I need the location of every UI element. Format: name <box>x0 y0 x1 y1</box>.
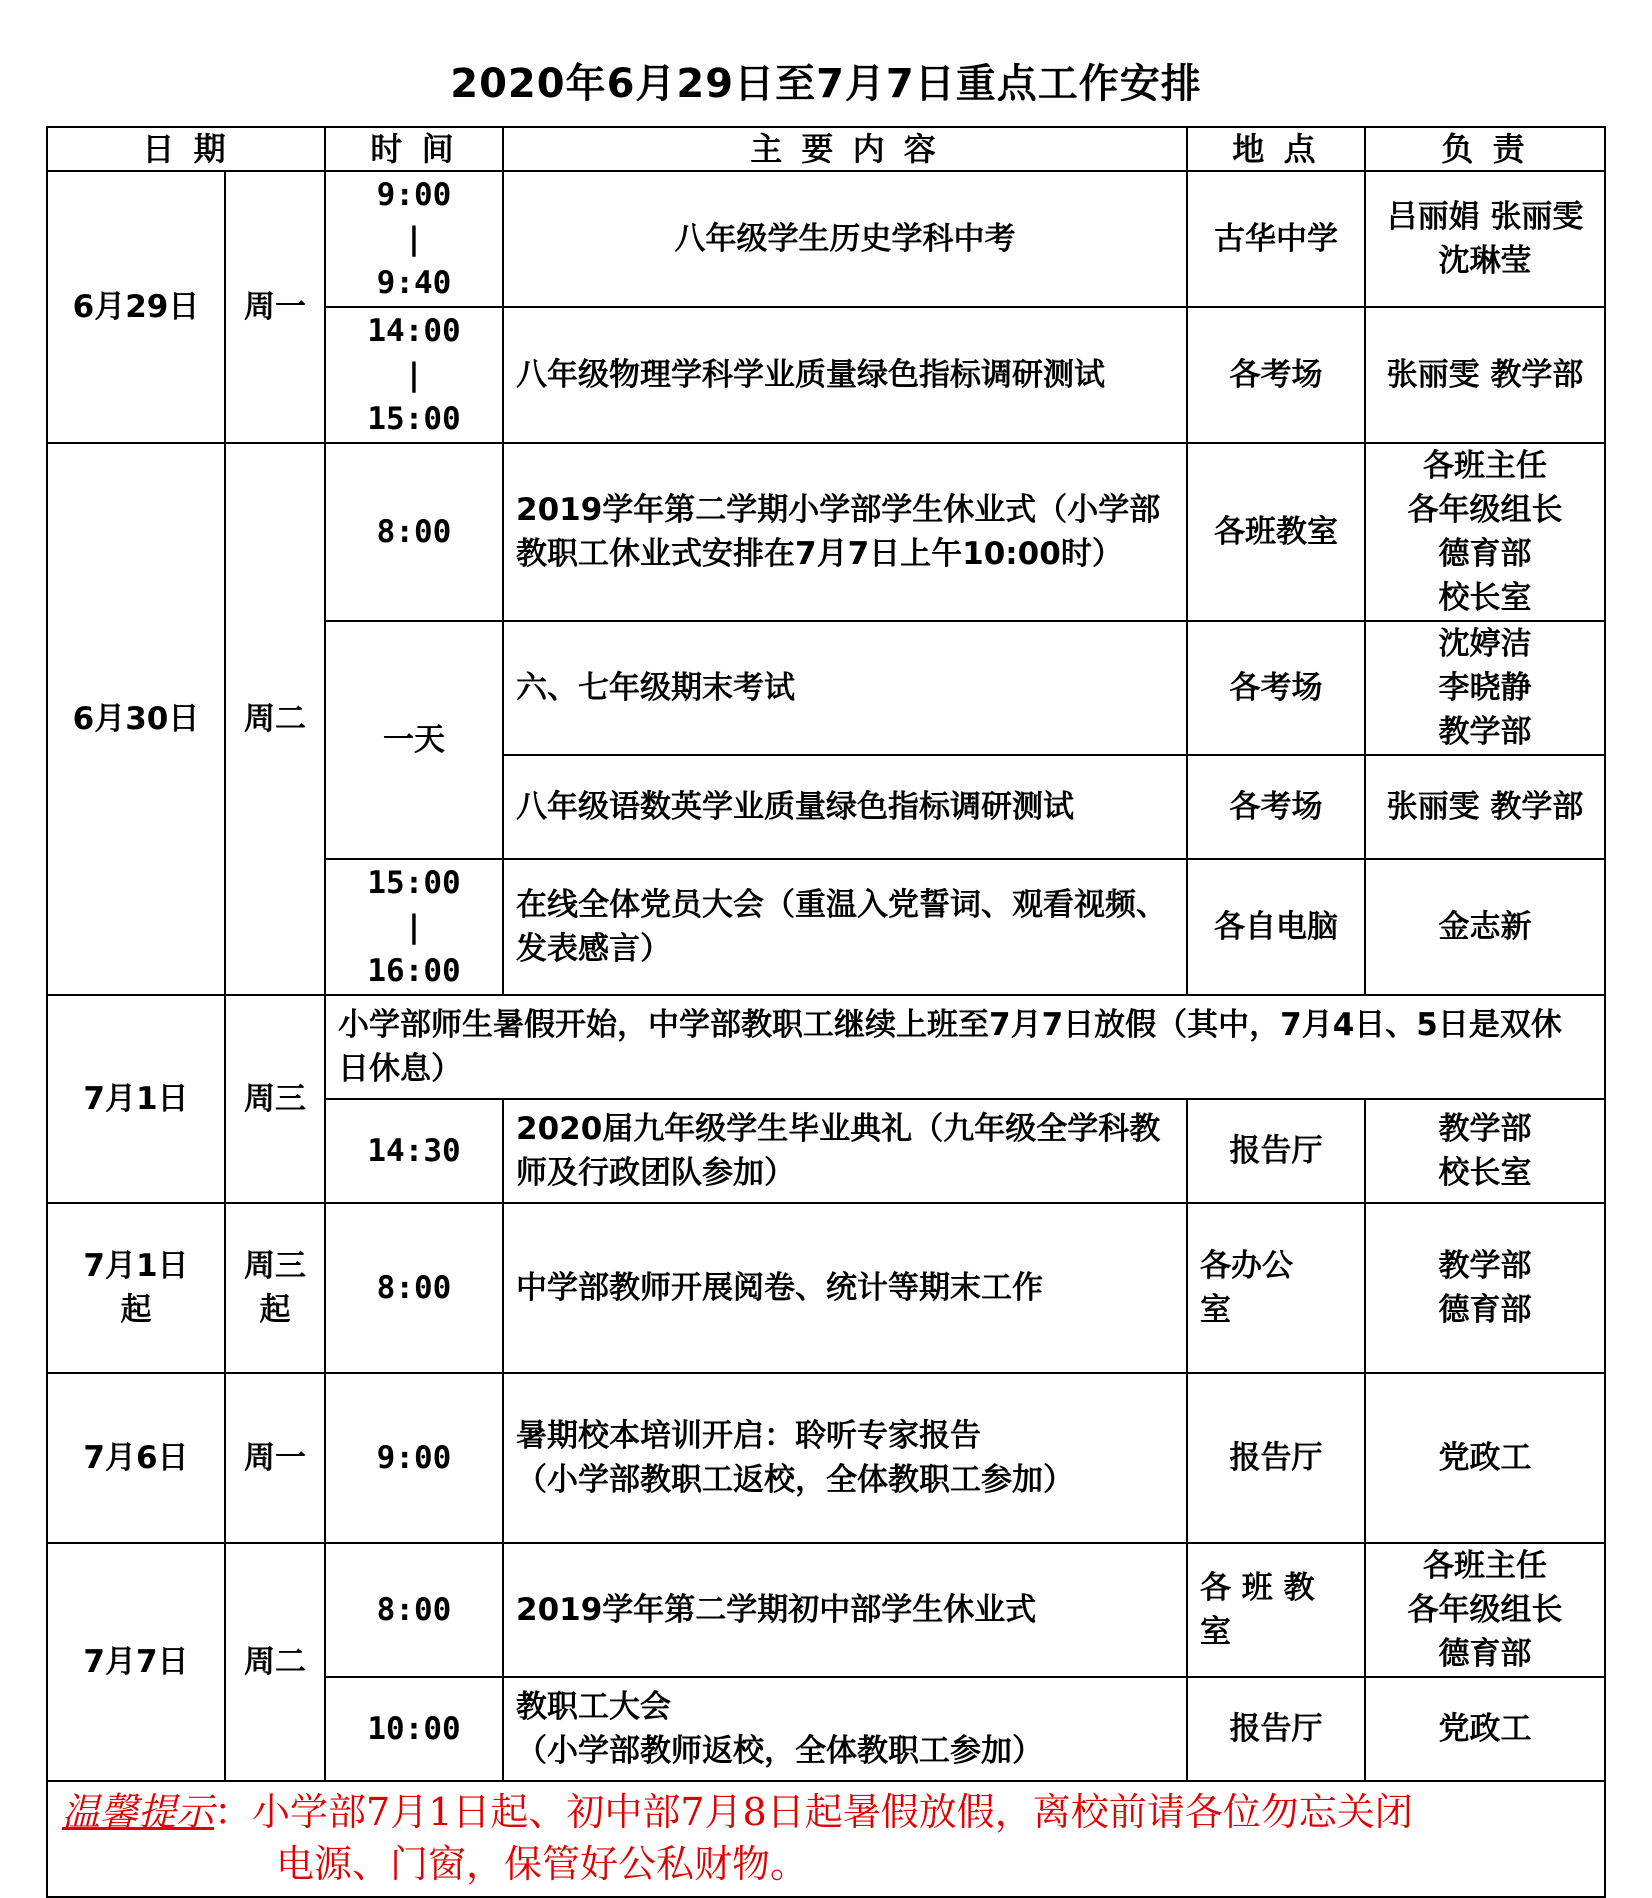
date-cell: 7月6日 <box>47 1373 225 1543</box>
date-cell: 7月7日 <box>47 1543 225 1781</box>
date-cell: 7月1日 <box>47 995 225 1203</box>
owner-cell: 吕丽娟 张丽雯 沈琳莹 <box>1365 171 1605 307</box>
time-cell: 8:00 <box>325 443 503 621</box>
owner-cell: 各班主任 各年级组长 德育部 校长室 <box>1365 443 1605 621</box>
place-cell: 各自电脑 <box>1187 859 1365 995</box>
place-cell: 各班教室 <box>1187 443 1365 621</box>
table-row <box>47 1373 1605 1543</box>
owner-cell: 各班主任 各年级组长 德育部 <box>1365 1543 1605 1677</box>
time-cell <box>325 171 503 307</box>
weekday-cell: 周三 <box>225 995 325 1203</box>
time-cell <box>325 859 503 995</box>
table-row <box>47 1543 1605 1677</box>
content-cell: 八年级语数英学业质量绿色指标调研测试 <box>503 755 1187 859</box>
content-cell: 2020届九年级学生毕业典礼（九年级全学科教师及行政团队参加） <box>503 1099 1187 1203</box>
weekday-cell: 周一 <box>225 171 325 443</box>
time-start: 9:00 <box>376 177 452 213</box>
place-cell: 古华中学 <box>1187 171 1365 307</box>
header-date: 日 期 <box>47 127 325 171</box>
owner-cell: 党政工 <box>1365 1373 1605 1543</box>
place-cell: 报告厅 <box>1187 1677 1365 1781</box>
content-cell: 暑期校本培训开启：聆听专家报告 （小学部教职工返校，全体教职工参加） <box>503 1373 1187 1543</box>
table-row <box>47 1203 1605 1373</box>
header-owner: 负 责 <box>1365 127 1605 171</box>
tip-row <box>47 1781 1605 1897</box>
owner-cell: 金志新 <box>1365 859 1605 995</box>
content-cell: 中学部教师开展阅卷、统计等期末工作 <box>503 1203 1187 1373</box>
table-row <box>47 995 1605 1099</box>
weekday-cell: 周二 <box>225 1543 325 1781</box>
time-cell: 8:00 <box>325 1543 503 1677</box>
place-cell: 各考场 <box>1187 755 1365 859</box>
time-sep: | <box>404 221 424 257</box>
weekday-cell: 周二 <box>225 443 325 995</box>
tip-line2: 电源、门窗，保管好公私财物。 <box>276 1842 809 1886</box>
time-sep: | <box>404 357 424 393</box>
date-cell: 7月1日 起 <box>47 1203 225 1373</box>
content-cell: 教职工大会 （小学部教师返校，全体教职工参加） <box>503 1677 1187 1781</box>
table-row <box>47 443 1605 621</box>
header-content: 主 要 内 容 <box>503 127 1187 171</box>
content-cell: 八年级物理学科学业质量绿色指标调研测试 <box>503 307 1187 443</box>
place-cell: 报告厅 <box>1187 1099 1365 1203</box>
owner-cell: 张丽雯 教学部 <box>1365 307 1605 443</box>
warm-tip <box>47 1781 1605 1897</box>
date-cell: 6月30日 <box>47 443 225 995</box>
content-cell: 在线全体党员大会（重温入党誓词、观看视频、发表感言） <box>503 859 1187 995</box>
place-cell: 各考场 <box>1187 307 1365 443</box>
time-end: 9:40 <box>376 265 452 301</box>
time-end: 15:00 <box>367 401 461 437</box>
time-cell: 9:00 <box>325 1373 503 1543</box>
place-cell: 报告厅 <box>1187 1373 1365 1543</box>
place-cell: 各 班 教 室 <box>1187 1543 1365 1677</box>
time-cell: 14:30 <box>325 1099 503 1203</box>
tip-label: 温馨提示 <box>62 1790 215 1834</box>
owner-cell: 沈婷洁 李晓静 教学部 <box>1365 621 1605 755</box>
time-start: 15:00 <box>367 865 461 901</box>
tip-line1: ：小学部7月1日起、初中部7月8日起暑假放假，离校前请各位勿忘关闭 <box>214 1790 1413 1834</box>
schedule-table <box>46 126 1606 1898</box>
time-start: 14:00 <box>367 313 461 349</box>
time-cell: 10:00 <box>325 1677 503 1781</box>
time-cell: 一天 <box>325 621 503 859</box>
content-cell: 八年级学生历史学科中考 <box>503 171 1187 307</box>
time-end: 16:00 <box>367 953 461 989</box>
owner-cell: 张丽雯 教学部 <box>1365 755 1605 859</box>
place-cell: 各办公 室 <box>1187 1203 1365 1373</box>
owner-cell: 党政工 <box>1365 1677 1605 1781</box>
weekday-cell: 周三 起 <box>225 1203 325 1373</box>
table-row <box>47 171 1605 307</box>
page-title: 2020年6月29日至7月7日重点工作安排 <box>450 61 1202 107</box>
content-cell: 2019学年第二学期初中部学生休业式 <box>503 1543 1187 1677</box>
owner-cell: 教学部 校长室 <box>1365 1099 1605 1203</box>
place-cell: 各考场 <box>1187 621 1365 755</box>
time-cell: 8:00 <box>325 1203 503 1373</box>
time-sep: | <box>404 909 424 945</box>
time-cell <box>325 307 503 443</box>
weekday-cell: 周一 <box>225 1373 325 1543</box>
content-cell: 六、七年级期末考试 <box>503 621 1187 755</box>
date-cell: 6月29日 <box>47 171 225 443</box>
header-row <box>47 127 1605 171</box>
owner-cell: 教学部 德育部 <box>1365 1203 1605 1373</box>
content-cell: 2019学年第二学期小学部学生休业式（小学部教职工休业式安排在7月7日上午10:00时） <box>503 443 1187 621</box>
notice-cell: 小学部师生暑假开始，中学部教职工继续上班至7月7日放假（其中，7月4日、5日是双休日休息） <box>325 995 1605 1099</box>
header-place: 地 点 <box>1187 127 1365 171</box>
header-time: 时 间 <box>325 127 503 171</box>
